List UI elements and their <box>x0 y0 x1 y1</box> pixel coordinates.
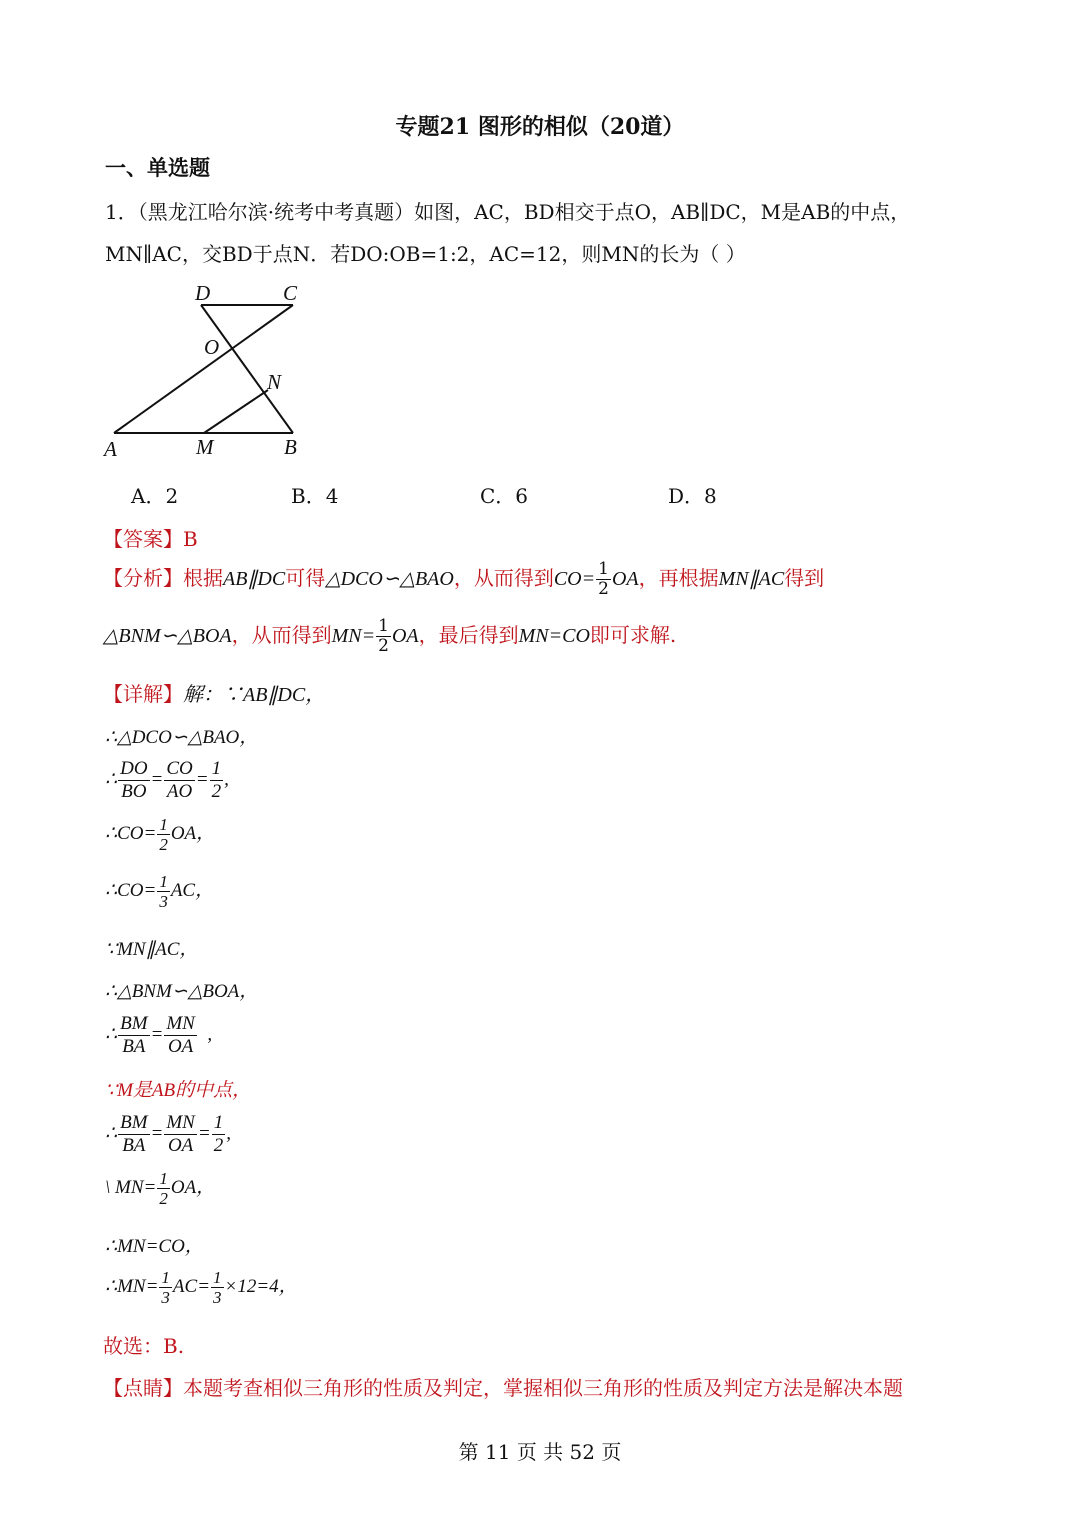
final-choice: 故选：B. <box>103 1334 185 1358</box>
analysis-text: ，再根据 <box>638 566 719 590</box>
analysis-text: ，最后得到 <box>418 623 519 647</box>
fraction-half: $\frac{1}{2}$ <box>598 559 609 599</box>
step-3: ∴CO= $\frac{1}{2}$ OA， <box>105 815 216 854</box>
detail-text: 解：∵AB∥DC， <box>183 684 326 706</box>
question-text-2: MN∥AC，交BD于点N．若DO:OB=1:2，AC=12，则MN的长为（ ） <box>105 242 746 266</box>
step-5: ∵MN∥AC， <box>105 939 199 960</box>
fraction-do-bo: $\frac{DO}{BO}$ <box>120 758 148 802</box>
analysis-text: 可得 <box>285 566 326 590</box>
analysis-text: ，从而得到 <box>453 566 554 590</box>
analysis-text: 得到 <box>784 566 825 590</box>
fraction-mn-oa: $\frac{MN}{OA}$ <box>166 1013 195 1057</box>
analysis-math: MN=CO <box>518 625 590 647</box>
option-d: D．8 <box>668 484 717 508</box>
fraction-third: $\frac{1}{3}$ <box>159 872 168 911</box>
option-b: B．4 <box>291 484 339 508</box>
analysis-math: △DCO∽△BAO <box>325 568 454 590</box>
fraction-half: $\frac{1}{2}$ <box>213 1112 224 1156</box>
fraction-mn-oa: $\frac{MN}{OA}$ <box>166 1112 195 1156</box>
segment-db <box>201 305 293 433</box>
analysis-math: AB∥DC <box>223 568 286 590</box>
label-c: C <box>283 281 298 305</box>
label-a: A <box>104 437 117 461</box>
fraction-half: $\frac{1}{2}$ <box>159 815 168 854</box>
analysis-text: 根据 <box>183 566 223 590</box>
step-4: ∴CO= $\frac{1}{3}$ AC， <box>105 872 215 911</box>
analysis-tag: 【分析】 <box>103 566 183 590</box>
answer-tag: 【答案】 <box>103 527 183 551</box>
step-10: \ MN= $\frac{1}{2}$ OA， <box>105 1169 216 1208</box>
step-2: ∴ $\frac{DO}{BO}$ = $\frac{CO}{AO}$ = $\frac{1}{2}$ , <box>105 758 229 802</box>
fraction-bm-ba: $\frac{BM}{BA}$ <box>120 1112 148 1156</box>
question-source: （黑龙江哈尔滨·统考中考真题） <box>137 200 415 224</box>
detail-line-intro <box>103 678 325 707</box>
comment-text: 本题考查相似三角形的性质及判定，掌握相似三角形的性质及判定方法是解决本题 <box>183 1376 903 1400</box>
fraction-bm-ba: $\frac{BM}{BA}$ <box>120 1013 148 1057</box>
step-12: ∴MN= $\frac{1}{3}$ AC= $\frac{1}{3}$ ×12=4， <box>105 1268 298 1307</box>
label-m: M <box>196 435 214 459</box>
comment-tag: 【点睛】 <box>103 1376 183 1400</box>
fraction-half: $\frac{1}{2}$ <box>159 1169 168 1208</box>
step-6: ∴△BNM∽△BOA， <box>105 981 259 1002</box>
question-line-1 <box>105 196 910 225</box>
label-d: D <box>195 281 211 305</box>
analysis-math: OA <box>611 568 639 590</box>
segment-ca <box>114 305 293 433</box>
option-a: A．2 <box>131 484 179 508</box>
section-heading: 一、单选题 <box>105 155 210 180</box>
analysis-math: △BNM∽△BOA <box>103 625 232 647</box>
analysis-line-1 <box>103 560 824 599</box>
question-number: 1． <box>105 200 138 224</box>
geometry-figure <box>100 278 320 463</box>
step-8: ∵M是AB的中点， <box>105 1080 252 1101</box>
step-11: ∴MN=CO， <box>105 1236 204 1257</box>
fraction-co-ao: $\frac{CO}{AO}$ <box>166 758 193 802</box>
step-1: ∴△DCO∽△BAO， <box>105 727 259 748</box>
page-footer: 第 11 页 共 52 页 <box>458 1440 622 1464</box>
comment-line <box>103 1372 903 1401</box>
fraction-third: $\frac{1}{3}$ <box>161 1268 170 1307</box>
question-text-1: 如图，AC，BD相交于点O，AB∥DC，M是AB的中点， <box>414 200 911 224</box>
label-n: N <box>267 370 282 394</box>
analysis-text: ，从而得到 <box>231 623 332 647</box>
analysis-line-2 <box>103 617 676 656</box>
analysis-math: MN= <box>331 625 376 647</box>
answer-value: B <box>183 527 198 551</box>
fraction-third: $\frac{1}{3}$ <box>213 1268 222 1307</box>
analysis-math: OA <box>391 625 419 647</box>
option-c: C．6 <box>480 484 529 508</box>
step-7: ∴ $\frac{BM}{BA}$ = $\frac{MN}{OA}$ , <box>105 1013 213 1057</box>
analysis-math: CO= <box>553 568 596 590</box>
answer-line <box>103 523 198 552</box>
analysis-math: MN∥AC <box>718 568 785 590</box>
label-b: B <box>284 435 297 459</box>
fraction-half: $\frac{1}{2}$ <box>378 616 389 656</box>
detail-tag: 【详解】 <box>103 682 183 706</box>
analysis-text: 即可求解. <box>589 623 677 647</box>
label-o: O <box>204 335 220 359</box>
step-9: ∴ $\frac{BM}{BA}$ = $\frac{MN}{OA}$ = $\frac{1}{2}$ , <box>105 1112 231 1156</box>
fraction-half: $\frac{1}{2}$ <box>211 758 222 802</box>
page-title: 专题21 图形的相似（20道） <box>395 114 685 140</box>
segment-mn <box>204 390 268 433</box>
